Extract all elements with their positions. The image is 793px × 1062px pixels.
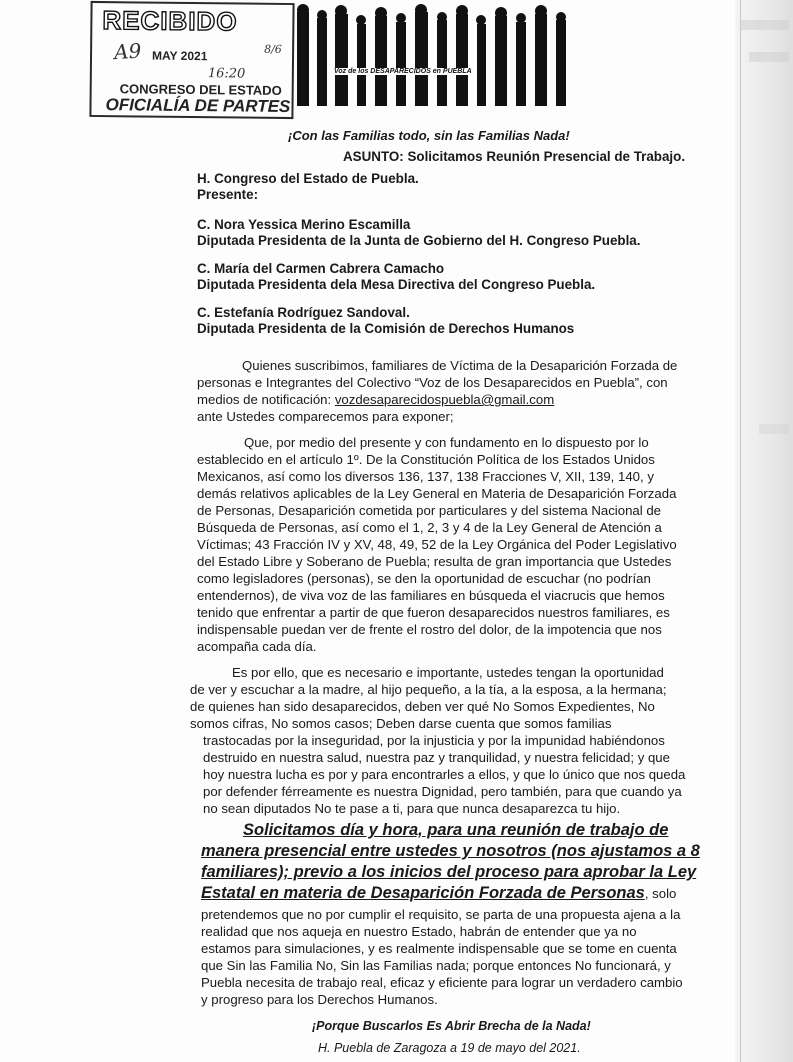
request-line-emphasis: Estatal en materia de Desaparición Forzada de Personas xyxy=(201,884,645,902)
collective-logo xyxy=(295,4,585,110)
intro-line: personas e Integrantes del Colectivo “Voz de los Desaparecidos en Puebla”, con xyxy=(197,375,668,390)
stamp-handwritten-initials: A9 xyxy=(113,38,142,65)
recipient-name: C. Estefanía Rodríguez Sandoval. xyxy=(197,305,410,320)
recipient-role: Diputada Presidenta de la Junta de Gobierno del H. Congreso Puebla. xyxy=(197,233,641,248)
intro-line xyxy=(197,391,554,408)
scan-edge xyxy=(735,0,793,1062)
scan-edge-line xyxy=(740,0,741,1062)
place-and-date: H. Puebla de Zaragoza a 19 de mayo del 2021. xyxy=(318,1041,581,1055)
motto: ¡Con las Familias todo, sin las Familias Nada! xyxy=(288,128,570,143)
paragraph-line: somos cifras, No somos casos; Deben darse cuenta que somos familias xyxy=(190,716,612,731)
paragraph-line: del Estado Libre y Soberano de Puebla; resulta de gran importancia que Ustedes xyxy=(197,554,672,569)
addressee-line1: H. Congreso del Estado de Puebla. xyxy=(197,171,419,186)
paragraph-line: hoy nuestra lucha es por y para encontrarles a ellos, y que lo único que nos queda xyxy=(203,767,686,782)
scan-artifact xyxy=(741,20,789,30)
paragraph-line: de Personas, Desaparición cometida por particulares y del sistema Nacional de xyxy=(197,503,661,518)
paragraph-line: no sean diputados No te pase a ti, para que nunca desaparezca tu hijo. xyxy=(203,801,621,816)
stamp-title: RECIBIDO xyxy=(102,5,238,37)
paragraph-line: destruido en nuestra salud, nuestra paz y tranquilidad, y nuestra felicidad; y que xyxy=(203,750,670,765)
paragraph-line: y progreso para los Derechos Humanos. xyxy=(201,992,438,1007)
paragraph-line: realidad que nos aqueja en nuestro Estado, habrán de entender que ya no xyxy=(201,924,637,939)
subject-line: ASUNTO: Solicitamos Reunión Presencial de Trabajo. xyxy=(343,149,686,164)
paragraph-line: Víctimas; 43 Fracción IV y XV, 48, 49, 52 de la Ley Orgánica del Poder Legislativo xyxy=(197,537,677,552)
silhouettes-icon xyxy=(295,4,585,110)
recipient-name: C. María del Carmen Cabrera Camacho xyxy=(197,261,445,276)
recipient-role: Diputada Presidenta de la Comisión de Derechos Humanos xyxy=(197,321,575,336)
paragraph-line: acompaña cada día. xyxy=(197,639,317,654)
stamp-handwritten-day: 8/6 xyxy=(264,42,282,56)
paragraph-line: como legisladores (personas), se den la oportunidad de escuchar (no podrían xyxy=(197,571,651,586)
stamp-office: OFICIALÍA DE PARTES xyxy=(105,95,291,117)
closing-slogan: ¡Porque Buscarlos Es Abrir Brecha de la Nada! xyxy=(312,1019,591,1033)
recipient-name: C. Nora Yessica Merino Escamilla xyxy=(197,217,411,232)
paragraph-line: trastocadas por la inseguridad, por la injusticia y por la impunidad habiéndonos xyxy=(203,733,665,748)
recipient-role: Diputada Presidenta dela Mesa Directiva del Congreso Puebla. xyxy=(197,277,596,292)
addressee-line2: Presente: xyxy=(197,187,259,202)
received-stamp xyxy=(89,1,294,119)
paragraph-line: tenido que enfrentar a partir de que fueron desaparecidos nuestros familiares, es xyxy=(197,605,670,620)
notification-label: medios de notificación: xyxy=(197,392,335,407)
paragraph-line: establecido en el artículo 1º. De la Constitución Política de los Estados Unidos xyxy=(197,452,655,467)
intro-line: Quienes suscribimos, familiares de Víctima de la Desaparición Forzada de xyxy=(242,358,678,373)
request-line: Solicitamos día y hora, para una reunión de trabajo de xyxy=(243,821,669,839)
intro-line: ante Ustedes comparecemos para exponer; xyxy=(197,409,454,424)
request-line: familiares); previo a los inicios del proceso para aprobar la Ley xyxy=(201,863,697,881)
paragraph-line: Es por ello, que es necesario e importante, ustedes tengan la oportunidad xyxy=(232,665,664,680)
request-line-tail: , solo xyxy=(644,886,677,901)
email-link[interactable]: vozdesaparecidospuebla@gmail.com xyxy=(334,392,555,407)
paragraph-line: estamos para simulaciones, y es realmente indispensable que se tome en cuenta xyxy=(201,941,677,956)
paragraph-line: entendernos), de viva voz de las familiares en búsqueda el viacrucis que hemos xyxy=(197,588,665,603)
paragraph-line: Que, por medio del presente y con fundamento en lo dispuesto por lo xyxy=(244,435,649,450)
paragraph-line: Búsqueda de Personas, así como el 1, 2, 3 y 4 de la Ley General de Atención a xyxy=(197,520,662,535)
stamp-date: MAY 2021 xyxy=(151,48,208,64)
paragraph-line: que Sin las Familia No, Sin las Familias nada; porque entonces No funcionará, y xyxy=(201,958,671,973)
paragraph-line: de quienes han sido desaparecidos, deben ver qué No Somos Expedientes, No xyxy=(190,699,655,714)
paragraph-line: Puebla necesita de trabajo real, eficaz y eficiente para lograr un verdadero cambio xyxy=(201,975,683,990)
paragraph-line: demás relativos aplicables de la Ley General en Materia de Desaparición Forzada xyxy=(197,486,677,501)
paragraph-line: por defender férreamente es nuestra Dignidad, pero también, para que cuando ya xyxy=(203,784,682,799)
scan-artifact xyxy=(759,424,789,434)
paragraph-line: indispensable puedan ver de frente el rostro del dolor, de la impotencia que nos xyxy=(197,622,662,637)
request-line: manera presencial entre ustedes y nosotros (nos ajustamos a 8 xyxy=(201,842,700,860)
scan-artifact xyxy=(749,52,789,62)
stamp-handwritten-time: 16:20 xyxy=(207,66,246,82)
paragraph-line: Mexicanos, así como los diversos 136, 137, 138 Fracciones V, XII, 139, 140, y xyxy=(197,469,654,484)
stamp-congress: CONGRESO DEL ESTADO xyxy=(119,81,282,98)
logo-text: Voz de los DESAPARECIDOS en PUEBLA xyxy=(334,68,472,75)
paragraph-line: pretendemos que no por cumplir el requisito, se parta de una propuesta ajena a la xyxy=(201,907,681,922)
request-line xyxy=(201,885,676,902)
paragraph-line: de ver y escuchar a la madre, al hijo pequeño, a la tía, a la esposa, a la hermana; xyxy=(190,682,667,697)
